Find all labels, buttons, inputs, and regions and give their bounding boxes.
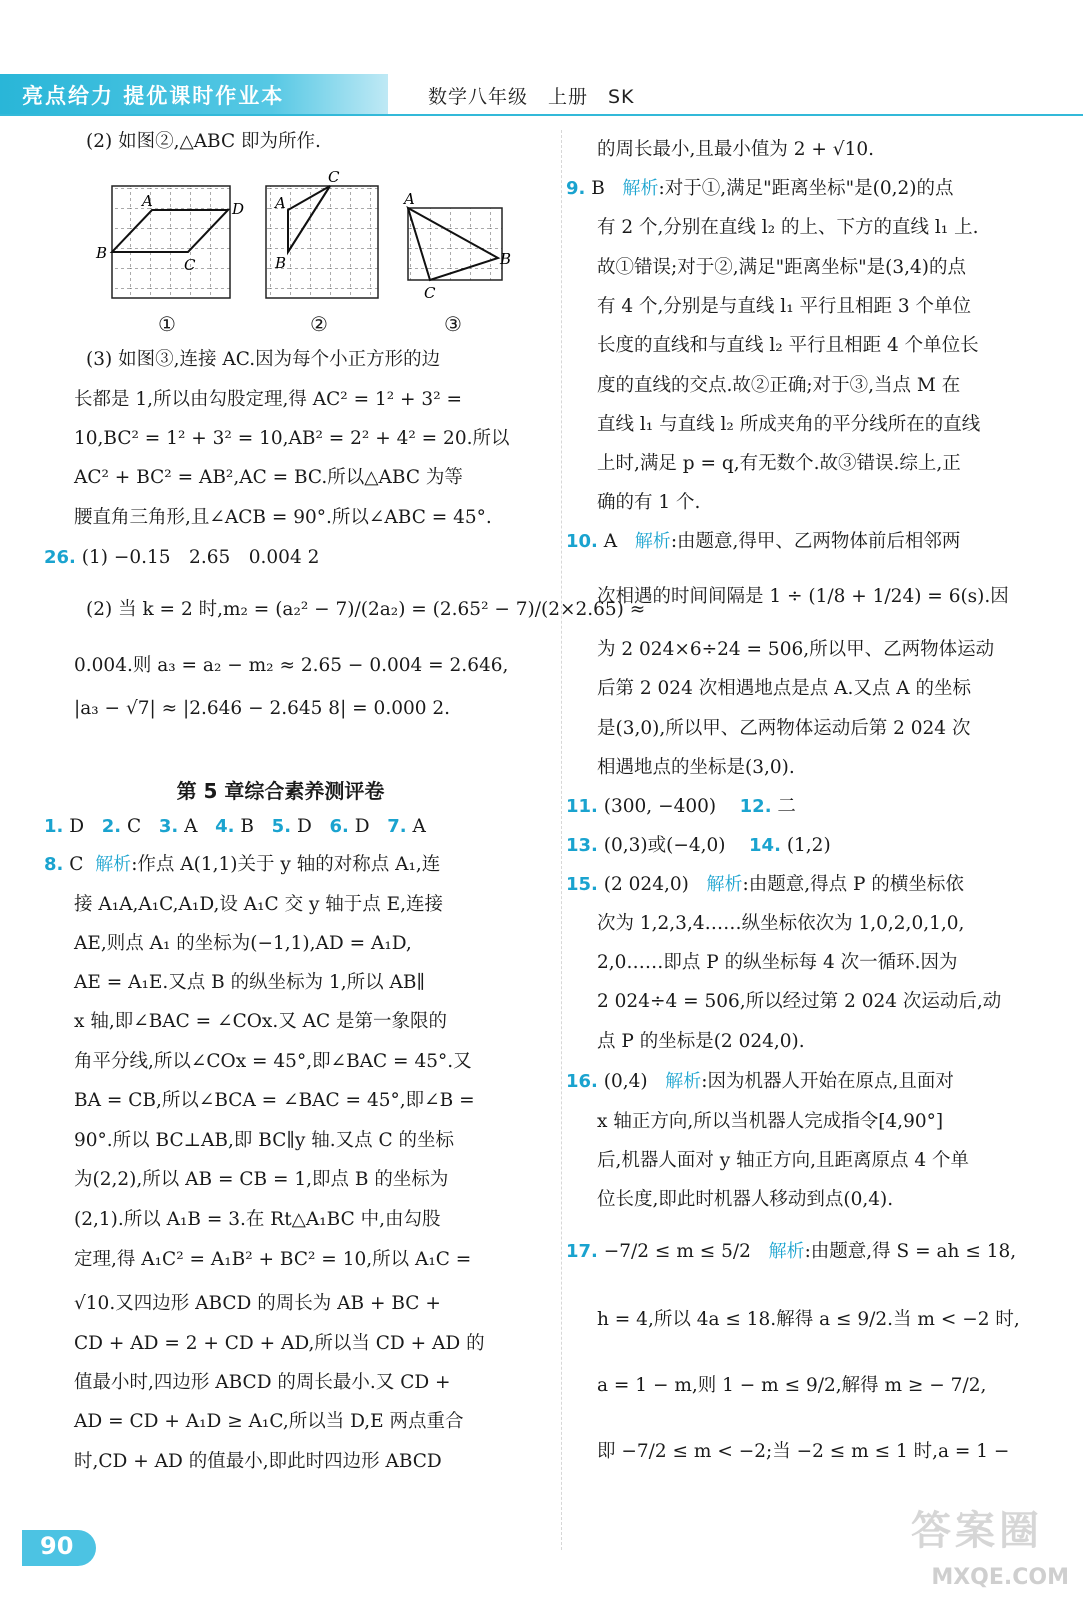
fig1-label-b: B — [96, 244, 108, 262]
q16-line: x 轴正方向,所以当机器人完成指令[4,90°] — [597, 1111, 944, 1132]
q9-line: 确的有 1 个. — [597, 492, 701, 513]
q8-line: 时,CD + AD 的值最小,即此时四边形 ABCD — [74, 1451, 442, 1472]
q15-line: 次为 1,2,3,4……纵坐标依次为 1,0,2,0,1,0, — [597, 913, 965, 934]
q9-line: 直线 l₁ 与直线 l₂ 所成夹角的平分线所在的直线 — [597, 414, 981, 435]
q16-row — [566, 1070, 954, 1094]
q13-number: 13. — [566, 835, 598, 856]
q8-line: AE = A₁E.又点 B 的纵坐标为 1,所以 AB∥ — [74, 972, 426, 993]
q25-part2-line: (2) 如图②,△ABC 即为所作. — [86, 131, 321, 152]
figure-2-caption: ② — [310, 312, 328, 336]
q10-analysis-tag: 解析 — [634, 531, 671, 552]
q9-line: 长度的直线和与直线 l₂ 平行且相距 4 个单位长 — [597, 335, 979, 356]
q8-answer: C — [69, 854, 84, 875]
q16-number: 16. — [566, 1071, 598, 1092]
fig3-label-b: B — [500, 250, 512, 268]
q17-row — [566, 1240, 1016, 1264]
q15-line: :由题意,得点 P 的横坐标依 — [742, 874, 964, 895]
q8-line: AD = CD + A₁D ≥ A₁C,所以当 D,E 两点重合 — [74, 1411, 464, 1432]
figure-3-caption: ③ — [444, 312, 462, 336]
mc-answer: C — [127, 816, 142, 837]
q16-line: 位长度,即此时机器人移动到点(0,4). — [597, 1189, 894, 1210]
fig2-label-c: C — [328, 168, 340, 186]
q8-line: AE,则点 A₁ 的坐标为(−1,1),AD = A₁D, — [74, 933, 412, 954]
q15-row — [566, 873, 964, 897]
q15-line: 2 024÷4 = 506,所以经过第 2 024 次运动后,动 — [597, 991, 1002, 1012]
q8-continuation: 的周长最小,且最小值为 2 + √10. — [597, 139, 875, 160]
q9-row — [566, 177, 954, 201]
q14-number: 14. — [749, 835, 781, 856]
q10-line: 相遇地点的坐标是(3,0). — [597, 757, 795, 778]
q26-line: 0.004.则 a₃ = a₂ − m₂ ≈ 2.65 − 0.004 = 2.646, — [74, 655, 509, 676]
q25-line: AC² + BC² = AB²,AC = BC.所以△ABC 为等 — [74, 467, 463, 488]
mc-num: 1. — [44, 816, 64, 837]
fig2-label-a: A — [275, 194, 286, 212]
mc-num: 4. — [215, 816, 235, 837]
q15-answer: (2 024,0) — [603, 874, 689, 895]
q8-line: 接 A₁A,A₁C,A₁D,设 A₁C 交 y 轴于点 E,连接 — [74, 894, 444, 915]
q9-line: 度的直线的交点.故②正确;对于③,当点 M 在 — [597, 375, 961, 396]
q9-line: 有 2 个,分别在直线 l₂ 的上、下方的直线 l₁ 上. — [597, 217, 979, 238]
q10-row — [566, 530, 960, 554]
q13-q14-row — [566, 834, 831, 858]
q9-line: 有 4 个,分别是与直线 l₁ 平行且相距 3 个单位 — [597, 296, 972, 317]
q17-line: :由题意,得 S = ah ≤ 18, — [804, 1241, 1017, 1262]
q12-number: 12. — [739, 796, 772, 817]
q8-line: :作点 A(1,1)关于 y 轴的对称点 A₁,连 — [131, 854, 441, 875]
figure-1-grid — [95, 186, 244, 298]
q11-answer: (300, −400) — [603, 796, 717, 817]
q8-analysis-tag: 解析 — [95, 854, 132, 875]
q17-line: 即 −7/2 ≤ m < −2;当 −2 ≤ m ≤ 1 时,a = 1 − — [597, 1441, 1010, 1462]
figure-3-grid — [402, 190, 511, 302]
q9-answer: B — [591, 178, 605, 199]
q10-answer: A — [603, 531, 618, 552]
q26-number: 26. — [44, 547, 76, 568]
fig1-label-a: A — [142, 192, 153, 210]
q11-number: 11. — [566, 796, 598, 817]
watermark-text: MXQE.COM — [931, 1565, 1069, 1590]
q8-line: 为(2,2),所以 AB = CB = 1,即点 B 的坐标为 — [74, 1169, 449, 1190]
q25-line: 长都是 1,所以由勾股定理,得 AC² = 1² + 3² = — [74, 389, 463, 410]
q17-number: 17. — [566, 1241, 598, 1262]
series-title: 亮点给力 提优课时作业本 — [22, 84, 285, 108]
section-title: 第 5 章综合素养测评卷 — [176, 779, 385, 803]
mc-num: 7. — [387, 816, 407, 837]
fig1-label-d: D — [232, 200, 245, 218]
q16-analysis-tag: 解析 — [665, 1071, 702, 1092]
mc-answer: B — [240, 816, 255, 837]
fig3-label-a: A — [404, 190, 415, 208]
watermark-logo: 答案圈 — [911, 1508, 1043, 1554]
mc-answers — [44, 815, 426, 839]
q15-line: 点 P 的坐标是(2 024,0). — [597, 1031, 805, 1052]
q8-line: x 轴,即∠BAC = ∠COx.又 AC 是第一象限的 — [74, 1011, 447, 1032]
q16-answer: (0,4) — [603, 1071, 648, 1092]
q10-line: 为 2 024×6÷24 = 506,所以甲、乙两物体运动 — [597, 639, 995, 660]
q15-line: 2,0……即点 P 的纵坐标每 4 次一循环.因为 — [597, 952, 958, 973]
q10-line: 是(3,0),所以甲、乙两物体运动后第 2 024 次 — [597, 718, 971, 739]
q17-analysis-tag: 解析 — [768, 1241, 805, 1262]
figure-2-grid — [266, 168, 378, 298]
mc-answer: D — [69, 816, 85, 837]
q8-line: 角平分线,所以∠COx = 45°,即∠BAC = 45°.又 — [74, 1051, 472, 1072]
q10-number: 10. — [566, 531, 598, 552]
mc-num: 6. — [329, 816, 349, 837]
fig1-label-c: C — [184, 256, 196, 274]
q15-analysis-tag: 解析 — [706, 874, 743, 895]
q16-line: :因为机器人开始在原点,且面对 — [701, 1071, 954, 1092]
mc-num: 5. — [271, 816, 292, 837]
header-rule — [0, 114, 1083, 116]
mc-answer: D — [354, 816, 370, 837]
q9-number: 9. — [566, 178, 586, 199]
mc-num: 2. — [101, 816, 122, 837]
q25-line: (3) 如图③,连接 AC.因为每个小正方形的边 — [86, 349, 441, 370]
q8-line: 90°.所以 BC⊥AB,即 BC∥y 轴.又点 C 的坐标 — [74, 1130, 455, 1151]
q9-line: :对于①,满足"距离坐标"是(0,2)的点 — [658, 178, 954, 199]
q8-line: (2,1).所以 A₁B = 3.在 Rt△A₁BC 中,由勾股 — [74, 1209, 441, 1230]
mc-answer: D — [296, 816, 312, 837]
page-number: 90 — [40, 1532, 74, 1560]
figure-1-caption: ① — [158, 312, 176, 336]
q8-line: CD + AD = 2 + CD + AD,所以当 CD + AD 的 — [74, 1333, 485, 1354]
mc-answer: A — [412, 816, 426, 837]
q11-q12-row — [566, 795, 796, 819]
book-title: 数学八年级 上册 SK — [428, 86, 635, 108]
q9-analysis-tag: 解析 — [622, 178, 659, 199]
q26-row — [44, 546, 319, 570]
q10-line: 后第 2 024 次相遇地点是点 A.又点 A 的坐标 — [597, 678, 971, 699]
q15-number: 15. — [566, 874, 598, 895]
q17-line: h = 4,所以 4a ≤ 18.解得 a ≤ 9/2.当 m < −2 时, — [597, 1309, 1020, 1330]
q25-line: 10,BC² = 1² + 3² = 10,AB² = 2² + 4² = 20.所以 — [74, 428, 510, 449]
mc-answer: A — [184, 816, 198, 837]
column-divider — [561, 130, 562, 1550]
q9-line: 故①错误;对于②,满足"距离坐标"是(3,4)的点 — [597, 257, 966, 278]
q12-answer: 二 — [777, 796, 796, 817]
q25-line: 腰直角三角形,且∠ACB = 90°.所以∠ABC = 45°. — [74, 507, 492, 528]
q8-line: 值最小时,四边形 ABCD 的周长最小.又 CD + — [74, 1372, 451, 1393]
q8-line: 定理,得 A₁C² = A₁B² + BC² = 10,所以 A₁C = — [74, 1249, 472, 1270]
q8-number: 8. — [44, 854, 64, 875]
q8-row — [44, 853, 440, 877]
grid-figures — [90, 168, 520, 308]
q9-line: 上时,满足 p = q,有无数个.故③错误.综上,正 — [597, 453, 961, 474]
fig2-label-b: B — [275, 254, 287, 272]
q26-line: |a₃ − √7| ≈ |2.646 − 2.645 8| = 0.000 2. — [74, 698, 451, 719]
q10-line: 次相遇的时间间隔是 1 ÷ (1/8 + 1/24) = 6(s).因 — [597, 586, 1009, 607]
q16-line: 后,机器人面对 y 轴正方向,且距离原点 4 个单 — [597, 1150, 970, 1171]
q13-answer: (0,3)或(−4,0) — [603, 835, 726, 856]
q8-line: √10.又四边形 ABCD 的周长为 AB + BC + — [74, 1293, 441, 1314]
q17-answer: −7/2 ≤ m ≤ 5/2 — [603, 1241, 751, 1262]
q14-answer: (1,2) — [786, 835, 831, 856]
q26-part1: (1) −0.15 2.65 0.004 2 — [81, 547, 320, 568]
fig3-label-c: C — [424, 284, 436, 302]
mc-num: 3. — [158, 816, 179, 837]
q10-line: :由题意,得甲、乙两物体前后相邻两 — [670, 531, 961, 552]
q17-line: a = 1 − m,则 1 − m ≤ 9/2,解得 m ≥ − 7/2, — [597, 1375, 987, 1396]
q8-line: BA = CB,所以∠BCA = ∠BAC = 45°,即∠B = — [74, 1090, 475, 1111]
q26-line: (2) 当 k = 2 时,m₂ = (a₂² − 7)/(2a₂) = (2.65² − 7)/(2×2.65) ≈ — [86, 599, 646, 620]
